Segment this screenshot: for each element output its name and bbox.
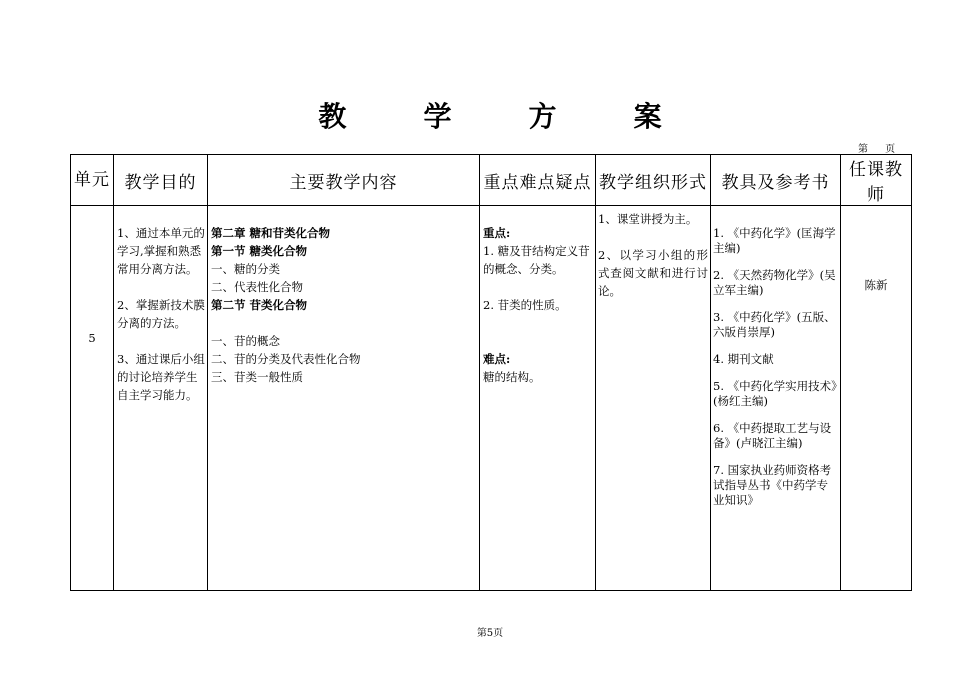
header-organization: 教学组织形式 (596, 155, 711, 206)
header-teacher: 任课教师 (841, 155, 912, 206)
objective-item: 1、通过本单元的学习,掌握和熟悉常用分离方法。 (117, 226, 205, 276)
content-item: 二、苷的分类及代表性化合物 (211, 352, 361, 366)
reference-item: 7. 国家执业药师资格考试指导丛书《中药学专业知识》 (713, 463, 832, 507)
title-char: 案 (633, 100, 662, 133)
content-item: 一、糖的分类 (211, 262, 280, 276)
title-char: 教 (318, 100, 347, 133)
section-title: 第二节 苷类化合物 (211, 298, 308, 312)
content-cell (208, 206, 480, 591)
focus-item: 1. 糖及苷结构定义苷的概念、分类。 (483, 244, 590, 276)
unit-number: 5 (88, 331, 96, 345)
references-cell (711, 206, 841, 591)
header-content: 主要教学内容 (208, 155, 480, 206)
header-key-points: 重点难点疑点 (480, 155, 596, 206)
title-char: 方 (528, 100, 557, 133)
table-row (71, 206, 912, 591)
focus-label: 重点: (483, 226, 511, 240)
page-title (0, 95, 980, 135)
title-char: 学 (423, 100, 452, 133)
key-points-cell (480, 206, 596, 591)
reference-item: 4. 期刊文献 (713, 352, 774, 366)
teacher-name: 陈新 (864, 278, 888, 292)
organization-item: 1、课堂讲授为主。 (598, 212, 698, 226)
difficulty-label: 难点: (483, 352, 511, 366)
content-item: 一、苷的概念 (211, 334, 280, 348)
header-unit: 单元 (71, 155, 114, 206)
content-item: 三、苷类一般性质 (211, 370, 303, 384)
teacher-cell (841, 206, 912, 591)
reference-item: 3. 《中药化学》(五版、六版肖崇厚) (713, 310, 836, 339)
unit-cell (71, 206, 114, 591)
organization-item: 2、以学习小组的形式查阅文献和进行讨论。 (598, 248, 708, 298)
organization-cell (596, 206, 711, 591)
page-number-label: 第 页 (858, 144, 896, 155)
reference-item: 6. 《中药提取工艺与设备》(卢晓江主编) (713, 421, 832, 450)
section-title: 第一节 糖类化合物 (211, 244, 308, 258)
reference-item: 2. 《天然药物化学》(吴立军主编) (713, 268, 836, 297)
reference-item: 1. 《中药化学》(匡海学主编) (713, 226, 836, 255)
focus-item: 2. 苷类的性质。 (483, 298, 567, 312)
objective-item: 3、通过课后小组的讨论培养学生自主学习能力。 (117, 352, 205, 402)
objectives-cell (114, 206, 208, 591)
lesson-plan-table (70, 154, 912, 591)
content-item: 二、代表性化合物 (211, 280, 303, 294)
objective-item: 2、掌握新技术膜分离的方法。 (117, 298, 205, 330)
difficulty-item: 糖的结构。 (483, 370, 541, 384)
reference-item: 5. 《中药化学实用技术》(杨红主编) (713, 379, 837, 408)
chapter-title: 第二章 糖和苷类化合物 (211, 226, 331, 240)
header-references: 教具及参考书 (711, 155, 841, 206)
header-row (71, 155, 912, 206)
header-objectives: 教学目的 (114, 155, 208, 206)
page-footer: 第5页 (476, 628, 504, 639)
